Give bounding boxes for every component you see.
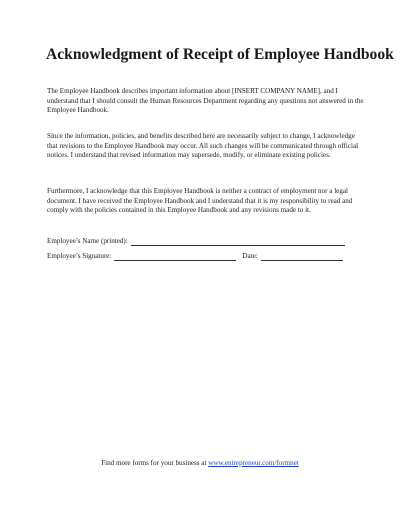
document-title: Acknowledgment of Receipt of Employee Handbook [46, 46, 394, 63]
date-label: Date: [242, 252, 258, 260]
date-field[interactable] [261, 253, 343, 261]
paragraph-acknowledgment: Furthermore, I acknowledge that this Employee Handbook is neither a contract of employment nor a legal document. I have received the Employee Handbook and I understand that it is my responsibility to read and comply with the policies contained in this Employee Handbook and any revisions made to it. [47, 187, 353, 215]
employee-name-field[interactable] [131, 238, 345, 246]
footer [0, 458, 400, 468]
footer-link[interactable]: www.entrepreneur.com/formnet [208, 459, 299, 467]
employee-signature-row [47, 251, 343, 261]
employee-name-row [47, 236, 345, 246]
employee-signature-field[interactable] [114, 253, 236, 261]
employee-signature-label: Employee’s Signature: [47, 252, 112, 260]
footer-text: Find more forms for your business at [101, 459, 209, 467]
paragraph-policy-changes: Since the information, policies, and benefits described here are necessarily subject to change, I acknowledge that revisions to the Employee Handbook may occur. All such changes will be communicated through official notices. I understand that revised information may supersede, modify, or eliminate existing policies. [47, 132, 359, 160]
paragraph-company-info: The Employee Handbook describes important information about [INSERT COMPANY NAME], and I understand that I should consult the Human Resources Department regarding any questions not answered in the Employee Handbook. [47, 87, 364, 115]
employee-name-label: Employee’s Name (printed): [47, 237, 128, 245]
